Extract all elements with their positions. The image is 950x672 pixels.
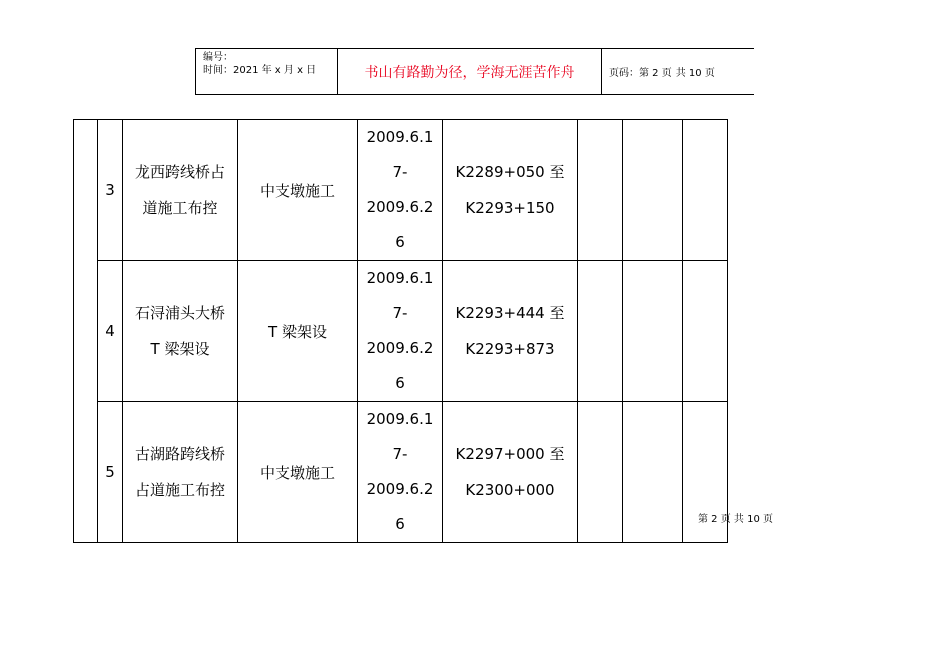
page-header xyxy=(195,48,754,95)
location-cell xyxy=(443,261,578,402)
project-name-line: 道施工布控 xyxy=(142,199,218,217)
row-number: 4 xyxy=(98,261,123,402)
location-cell xyxy=(443,120,578,261)
location-line: K2293+873 xyxy=(465,340,555,358)
table-row xyxy=(74,402,728,543)
row-number: 3 xyxy=(98,120,123,261)
header-page-number: 页码：第 2 页 xyxy=(609,68,672,79)
header-meta xyxy=(196,49,338,94)
row-number: 5 xyxy=(98,402,123,543)
schedule-table xyxy=(73,119,728,543)
project-name-line: 石浔浦头大桥 xyxy=(134,304,225,322)
empty-cell xyxy=(683,120,728,261)
page-footer: 第 2 页 共 10 页 xyxy=(698,514,773,525)
work-type-cell: T 梁架设 xyxy=(238,261,358,402)
date-line: 2009.6.2 xyxy=(366,339,434,357)
empty-cell xyxy=(623,120,683,261)
project-name-line: T 梁架设 xyxy=(150,340,210,358)
serial-label: 编号： xyxy=(203,52,233,63)
date-line: 7- xyxy=(392,163,408,181)
empty-cell xyxy=(623,402,683,543)
project-name-cell xyxy=(123,402,238,543)
project-name-line: 龙西跨线桥占 xyxy=(134,163,225,181)
date-line: 2009.6.2 xyxy=(366,480,434,498)
date-line: 6 xyxy=(395,515,405,533)
header-motto: 书山有路勤为径，学海无涯苦作舟 xyxy=(338,49,602,94)
empty-cell xyxy=(578,120,623,261)
location-line: K2300+000 xyxy=(465,481,555,499)
date-range-cell xyxy=(358,261,443,402)
date-line: 6 xyxy=(395,233,405,251)
empty-cell xyxy=(623,261,683,402)
date-line: 2009.6.1 xyxy=(366,269,434,287)
header-page-total: 共 10 页 xyxy=(675,68,715,79)
table-row xyxy=(74,120,728,261)
project-name-cell xyxy=(123,120,238,261)
date-line: 7- xyxy=(392,304,408,322)
time-label: 时间：2021 年 x 月 x 日 xyxy=(203,65,317,76)
table-row xyxy=(74,261,728,402)
date-line: 2009.6.1 xyxy=(366,128,434,146)
location-line: K2289+050 至 xyxy=(455,163,565,181)
project-name-line: 古湖路跨线桥 xyxy=(134,445,225,463)
date-line: 6 xyxy=(395,374,405,392)
project-name-cell xyxy=(123,261,238,402)
project-name-line: 占道施工布控 xyxy=(134,481,225,499)
date-line: 2009.6.1 xyxy=(366,410,434,428)
location-line: K2293+150 xyxy=(465,199,555,217)
date-line: 7- xyxy=(392,445,408,463)
date-line: 2009.6.2 xyxy=(366,198,434,216)
merged-blank-cell xyxy=(74,120,98,543)
location-cell xyxy=(443,402,578,543)
work-type-cell: 中支墩施工 xyxy=(238,402,358,543)
empty-cell xyxy=(578,261,623,402)
header-page-info xyxy=(602,49,755,94)
date-range-cell xyxy=(358,402,443,543)
date-range-cell xyxy=(358,120,443,261)
work-type-cell: 中支墩施工 xyxy=(238,120,358,261)
empty-cell xyxy=(683,261,728,402)
location-line: K2293+444 至 xyxy=(455,304,565,322)
location-line: K2297+000 至 xyxy=(455,445,565,463)
empty-cell xyxy=(578,402,623,543)
